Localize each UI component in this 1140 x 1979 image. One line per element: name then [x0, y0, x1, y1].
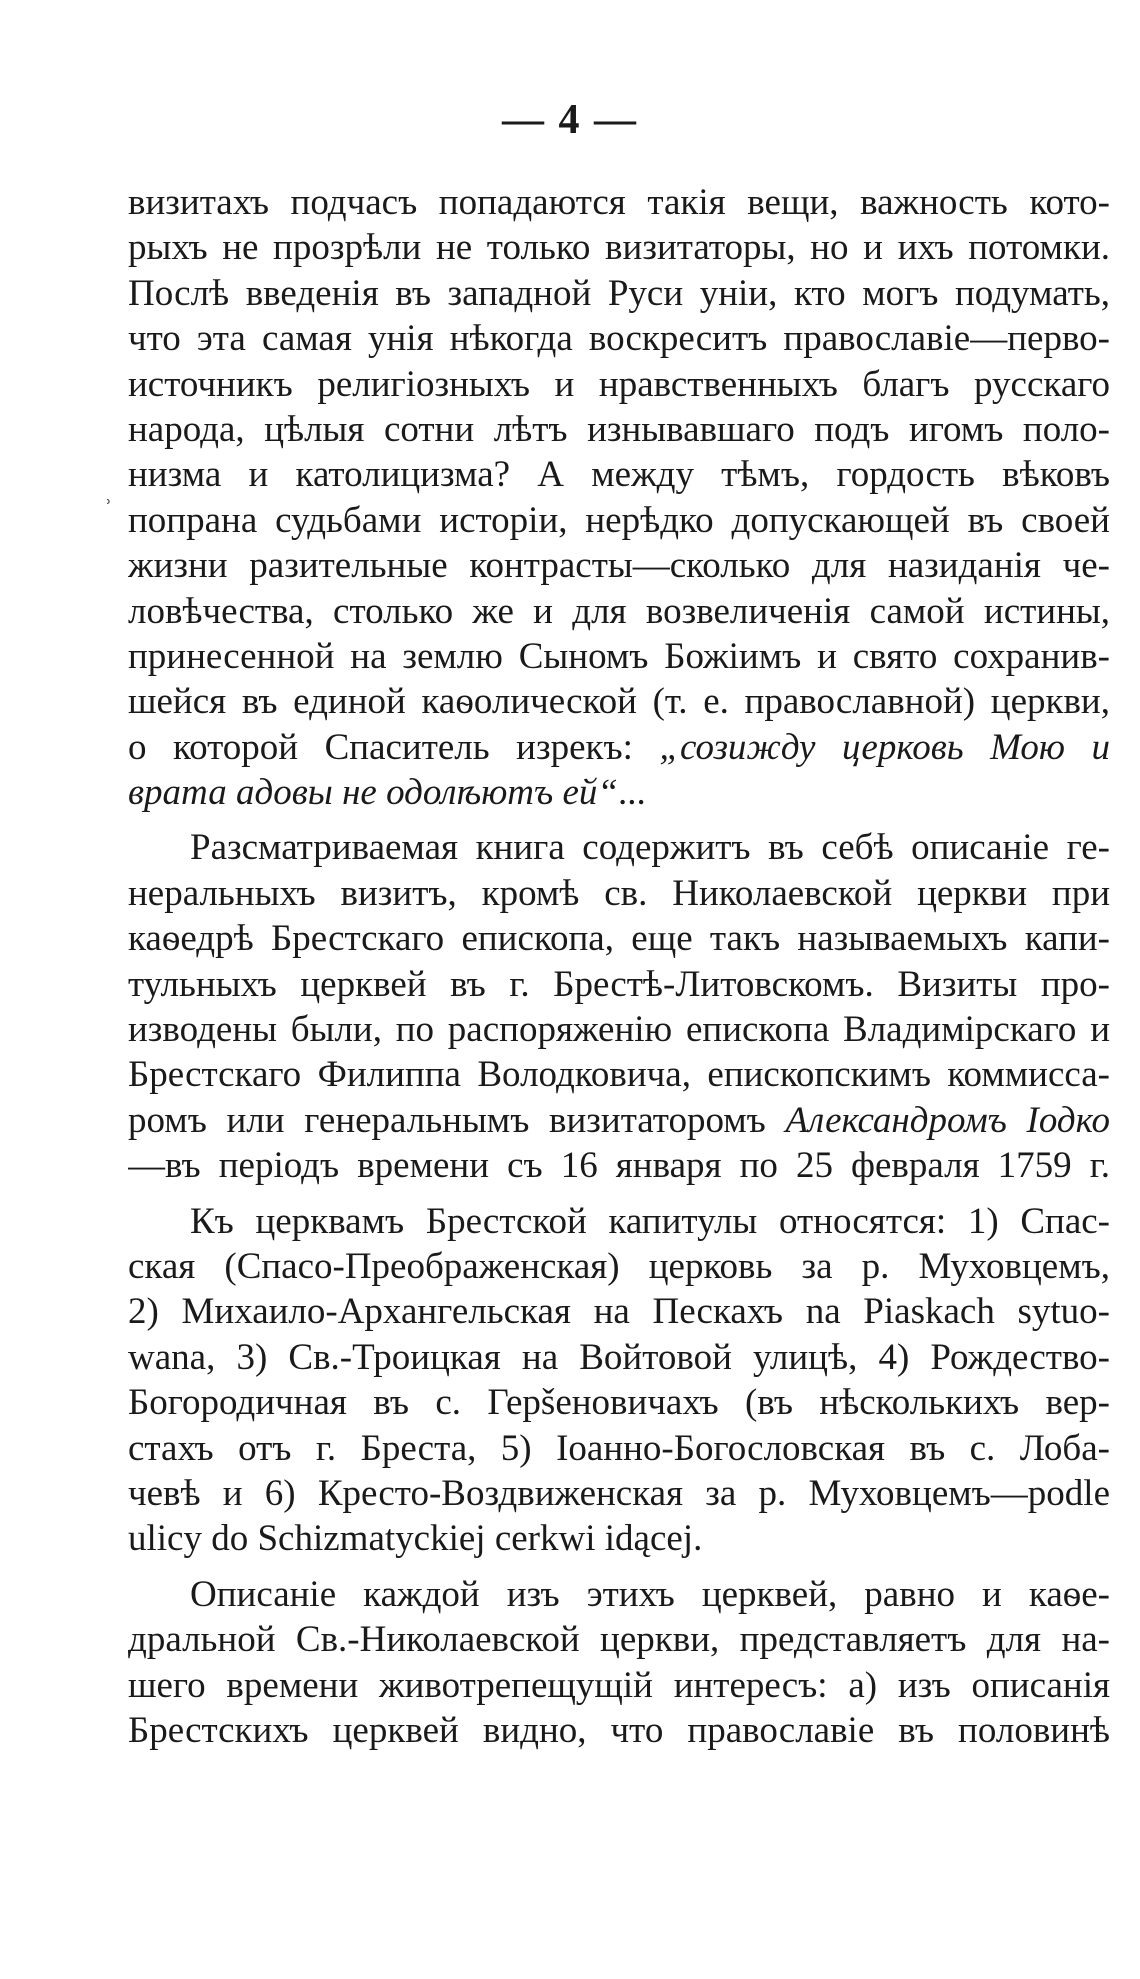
paragraph-3	[128, 1199, 1110, 1562]
text-line: Къ церквамъ Брестской капитулы относятся: 1) Спас-	[190, 1200, 1110, 1242]
text-span: ромъ или генеральнымъ визитаторомъ	[128, 1099, 786, 1141]
text-line	[128, 770, 1110, 815]
text-line: низма и католицизма? А между тѣмъ, гордость вѣковъ	[128, 454, 1110, 496]
text-line: Описаніе каждой изъ этихъ церквей, равно и каѳе-	[190, 1573, 1110, 1615]
text-span: ...	[617, 772, 646, 814]
text-line	[128, 1098, 1110, 1143]
text-line: источникъ религіозныхъ и нравственныхъ благъ русскаго	[128, 363, 1110, 405]
text-line: стахъ отъ г. Бреста, 5) Іоанно-Богословская въ с. Лоба-	[128, 1427, 1110, 1469]
body-text	[128, 180, 1110, 1753]
paragraph-2	[128, 825, 1110, 1188]
text-line: дральной Св.-Николаевской церкви, представляетъ для на-	[128, 1619, 1110, 1661]
text-line	[128, 725, 1110, 770]
text-line: что эта самая унія нѣкогда воскреситъ православіе—перво-	[128, 318, 1110, 360]
paragraph-1	[128, 180, 1110, 815]
text-line: Богородичная въ с. Герšеновичахъ (въ нѣсколькихъ вер-	[128, 1382, 1110, 1424]
name-italic: Александромъ Іодко	[785, 1099, 1110, 1141]
text-line: изводены были, по распоряженію епископа Владимірскаго и	[128, 1009, 1110, 1051]
text-line: wana, 3) Св.-Троицкая на Войтовой улицѣ, 4) Рождество-	[128, 1336, 1110, 1378]
text-line: ловѣчества, столько же и для возвеличенія самой истины,	[128, 590, 1110, 632]
page-number: — 4 —	[502, 97, 638, 143]
margin-mark: ˒	[104, 482, 113, 511]
text-line: шейся въ единой каѳолической (т. е. православной) церкви,	[128, 681, 1110, 723]
text-line: жизни разительные контрасты—сколько для назиданія че-	[128, 545, 1110, 587]
text-line: шего времени животрепещущій интересъ: а) изъ описанія	[128, 1664, 1110, 1706]
text-line: Брестскихъ церквей видно, что православіе въ половинѣ	[128, 1709, 1110, 1751]
text-line: народа, цѣлыя сотни лѣтъ изнывавшаго подъ игомъ поло-	[128, 408, 1110, 450]
text-line: принесенной на землю Сыномъ Божіимъ и свято сохранив-	[128, 635, 1110, 677]
quotation-italic: врата адовы не одолѣютъ ей“	[128, 772, 618, 814]
text-line: чевѣ и 6) Кресто-Воздвиженская за р. Муховцемъ—podle	[128, 1472, 1110, 1514]
paragraph-4	[128, 1572, 1110, 1754]
text-line: визитахъ подчасъ попадаются такія вещи, важность кото-	[128, 182, 1110, 223]
text-line: неральныхъ визитъ, кромѣ св. Николаевской церкви при	[128, 872, 1110, 914]
text-line: Брестскаго Филиппа Володковича, епископскимъ коммисса-	[128, 1054, 1110, 1096]
text-line: рыхъ не прозрѣли не только визитаторы, но и ихъ потомки.	[128, 227, 1110, 269]
text-span: о которой Спаситель изрекъ:	[128, 726, 660, 768]
text-line: Послѣ введенія въ западной Руси уніи, кто могъ подумать,	[128, 272, 1110, 314]
text-line: 2) Михаило-Архангельская на Пескахъ na Piaskach sytuo-	[128, 1291, 1110, 1333]
text-line: тульныхъ церквей въ г. Брестѣ-Литовскомъ. Визиты про-	[128, 963, 1110, 1005]
text-line: Разсматриваемая книга содержитъ въ себѣ описаніе ге-	[190, 827, 1110, 869]
text-line: каѳедрѣ Брестскаго епископа, еще такъ называемыхъ капи-	[128, 918, 1110, 960]
text-line: ская (Спасо-Преображенская) церковь за р. Муховцемъ,	[128, 1245, 1110, 1287]
quotation-italic: „созижду церковь Мою и	[659, 726, 1110, 768]
text-line: попрана судьбами исторіи, нерѣдко допускающей въ своей	[128, 499, 1110, 541]
text-line: ulicy do Schizmatyckiej cerkwi idącej.	[128, 1518, 703, 1560]
text-line: —въ періодъ времени съ 16 января по 25 февраля 1759 г.	[128, 1145, 1110, 1187]
